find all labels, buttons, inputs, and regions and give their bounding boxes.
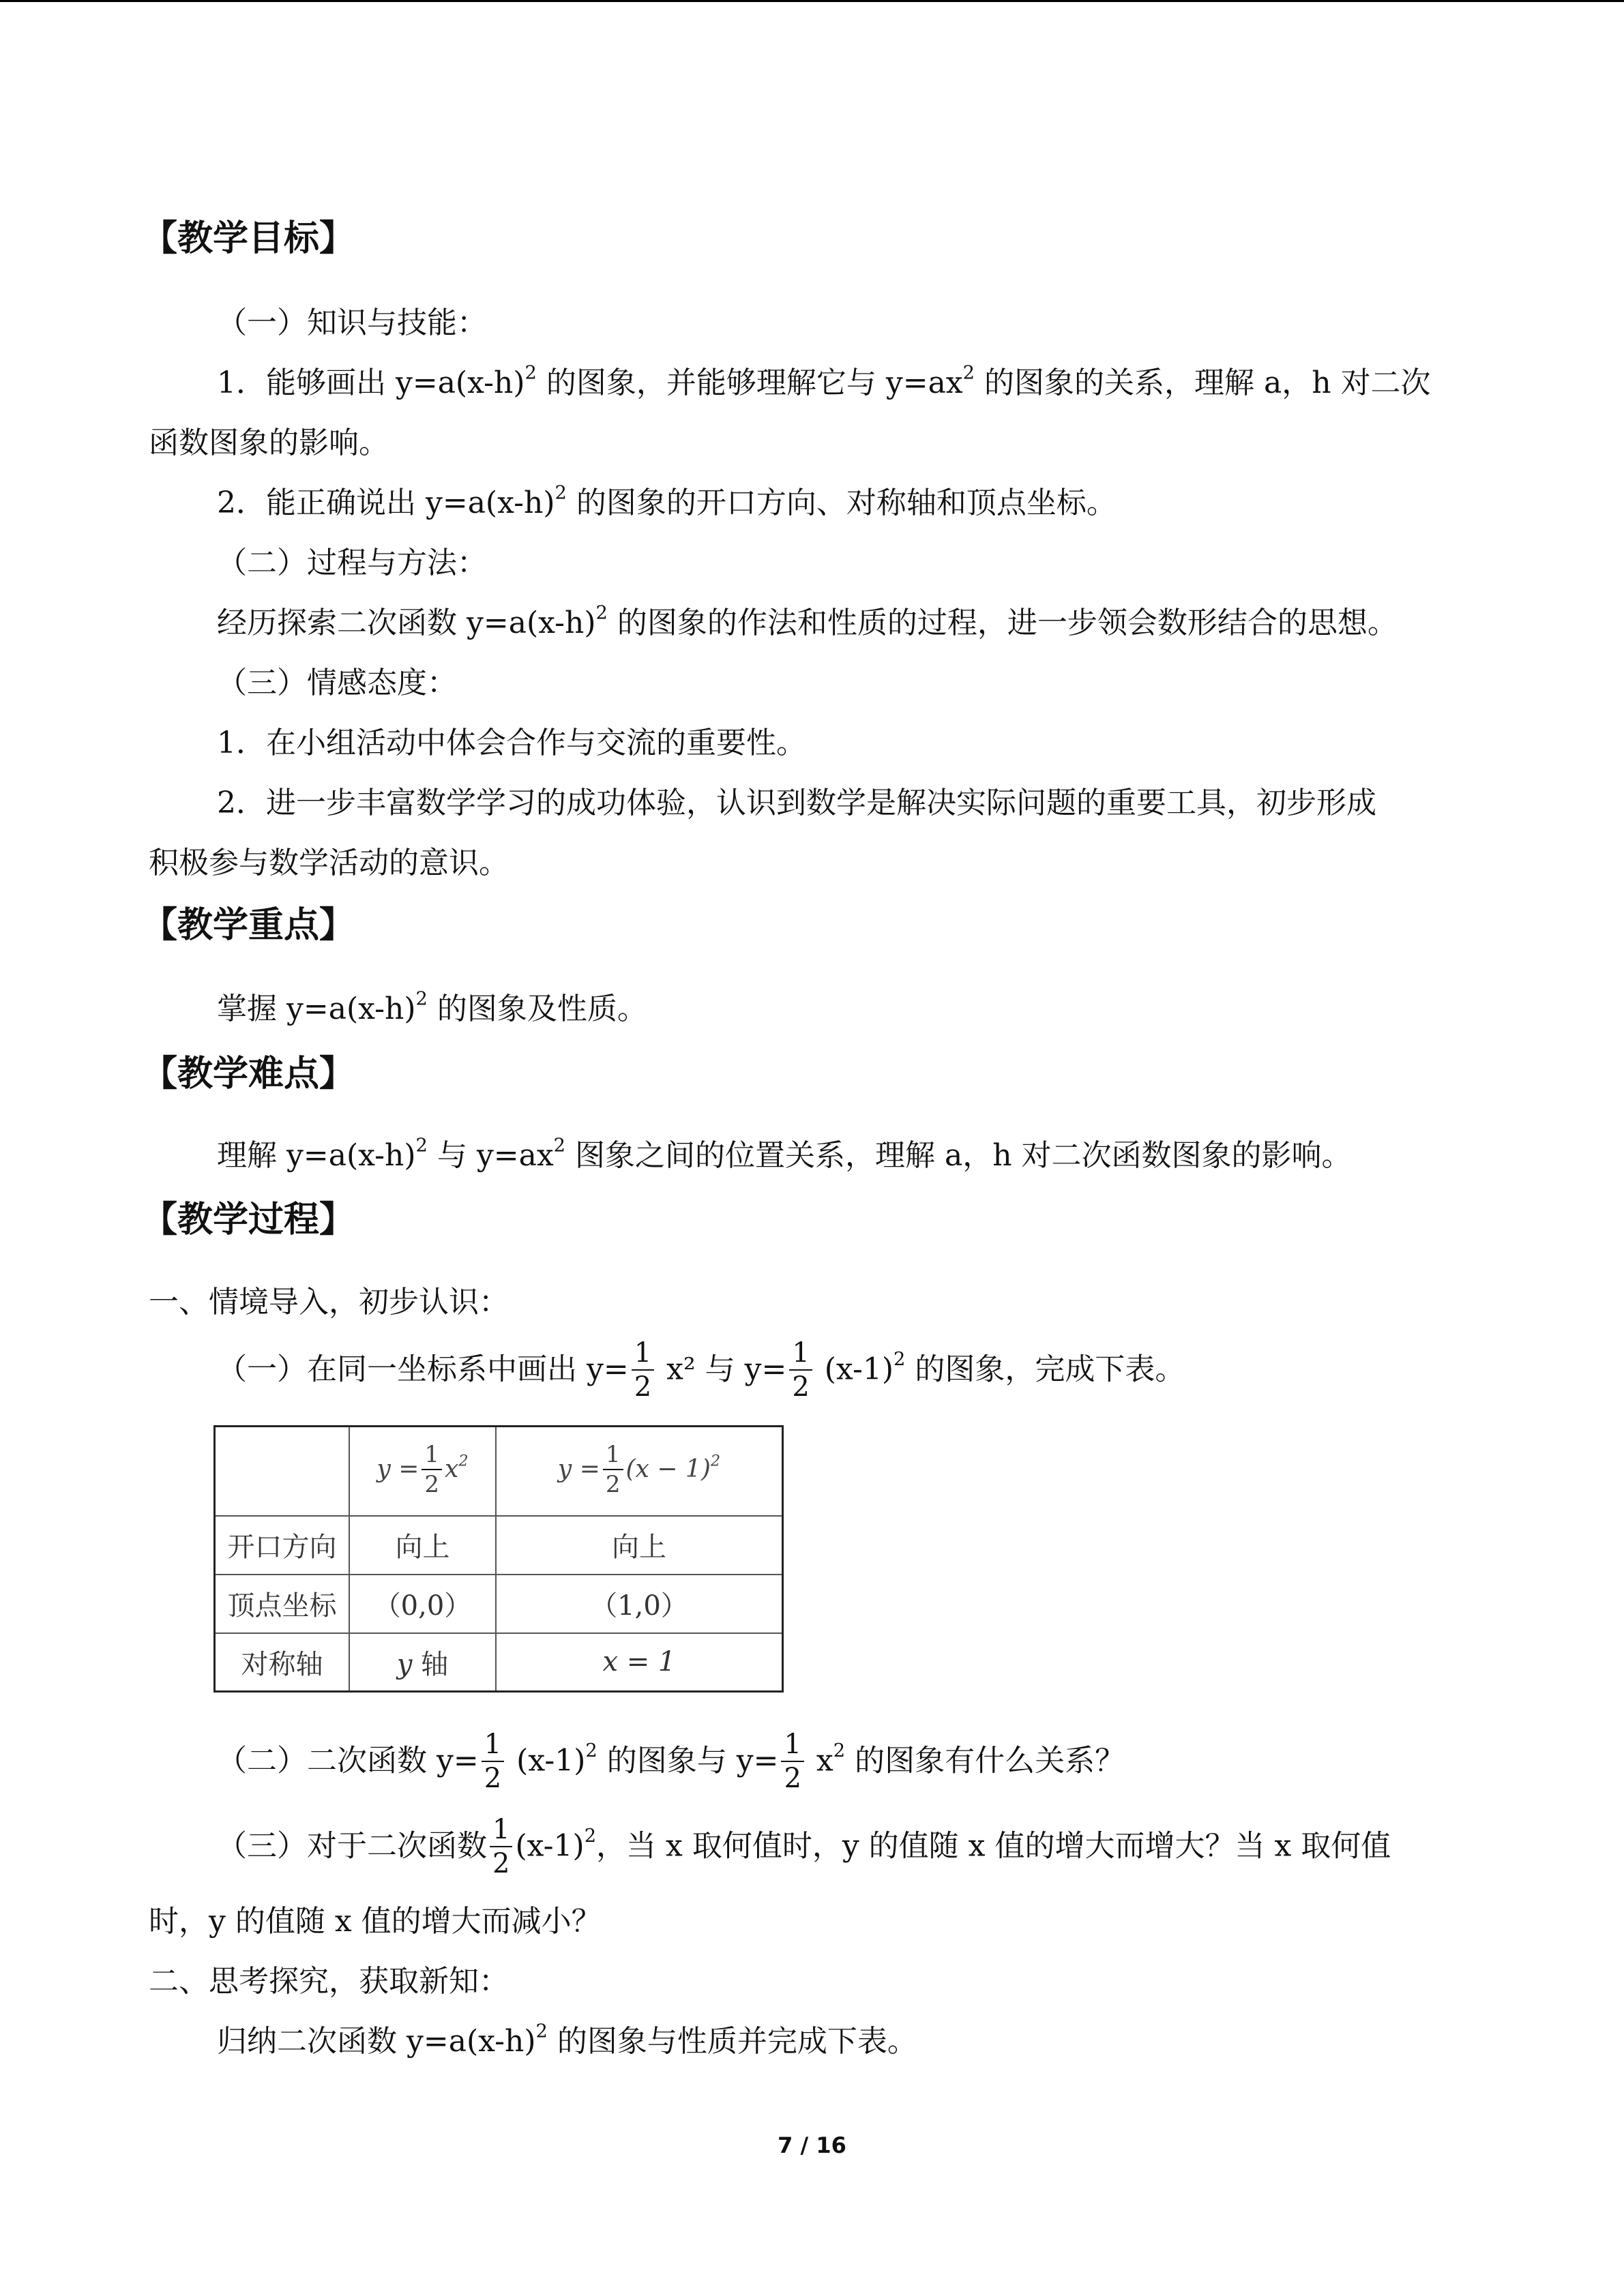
cell-value: 向上 (496, 1516, 783, 1575)
table-header-row (215, 1427, 783, 1516)
knowledge-title: （一）知识与技能： (217, 305, 487, 340)
fraction-half: $\frac{1}{2}$ (632, 1339, 654, 1401)
attitude-1: 1．在小组活动中体会合作与交流的重要性。 (217, 726, 806, 760)
table-corner-cell (215, 1427, 350, 1516)
row-label: 顶点坐标 (215, 1575, 350, 1633)
cell-value: （1,0） (496, 1575, 783, 1633)
attitude-2: 2．进一步丰富数学学习的成功体验，认识到数学是解决实际问题的重要工具，初步形成 (217, 786, 1376, 820)
difficulties-text: 理解 $y=a(x-h)^2$ 与 $y=ax^2$ 图象之间的位置关系，理解 a，h 对二次函数图象的影响。 (217, 1135, 1352, 1173)
table-row (215, 1516, 783, 1575)
fraction-half: $\frac{1}{2}$ (781, 1731, 803, 1792)
objective-k2: 2．能正确说出 $y=a(x-h)^2$ 的图象的开口方向、对称轴和顶点坐标。 (217, 482, 1117, 520)
table-row (215, 1633, 783, 1692)
cell-value: 向上 (349, 1516, 496, 1575)
heading-key-points: 【教学重点】 (142, 905, 355, 946)
table-header-y1: y = $\frac{1}{2}$ $x^2$ (349, 1427, 496, 1516)
heading-difficulties: 【教学难点】 (142, 1054, 355, 1094)
attitude-2-cont: 积极参与数学活动的意识。 (149, 846, 509, 880)
method-text: 经历探索二次函数 $y=a(x-h)^2$ 的图象的作法和性质的过程，进一步领会数形结合的思想。 (217, 602, 1398, 640)
part1-title: 一、情境导入，初步认识： (149, 1285, 509, 1320)
cell-value: （0,0） (349, 1575, 496, 1633)
fraction-half: $\frac{1}{2}$ (789, 1339, 812, 1401)
page-number: 7 / 16 (778, 2132, 846, 2158)
part2-text: 归纳二次函数 $y=a(x-h)^2$ 的图象与性质并完成下表。 (217, 2021, 917, 2059)
objective-k1: 1．能够画出 $y=a(x-h)^2$ 的图象，并能够理解它与 $y=ax^2$ 的图象的关系，理解 a，h 对二次 (217, 362, 1431, 400)
question-3: （三）对于二次函数 $\frac{1}{2}$ $(x-1)^2$，当 x 取何值时，y 的值随 x 值的增大而增大？当 x 取何值 (217, 1814, 1391, 1879)
fraction-half: $\frac{1}{2}$ (482, 1731, 504, 1792)
heading-objectives: 【教学目标】 (142, 218, 355, 259)
question-1: （一）在同一坐标系中画出 y= $\frac{1}{2}$ x² 与 y= $\frac{1}{2}$ $(x-1)^2$ 的图象，完成下表。 (217, 1337, 1185, 1403)
part2-title: 二、思考探究，获取新知： (149, 1964, 509, 1999)
row-label: 对称轴 (215, 1633, 350, 1692)
row-label: 开口方向 (215, 1516, 350, 1575)
question-3-cont: 时，y 的值随 x 值的增大而减小？ (149, 1904, 602, 1939)
cell-value: y 轴 (349, 1633, 496, 1692)
objective-k1-cont: 函数图象的影响。 (149, 426, 389, 460)
question-2: （二）二次函数 y= $\frac{1}{2}$ $(x-1)^2$ 的图象与 y= $\frac{1}{2}$ $x^2$ 的图象有什么关系？ (217, 1729, 1125, 1794)
table-row (215, 1575, 783, 1633)
cell-value: x = 1 (496, 1633, 783, 1692)
table-header-y2: y = $\frac{1}{2}$ $(x - 1)^2$ (496, 1427, 783, 1516)
key-points-text: 掌握 $y=a(x-h)^2$ 的图象及性质。 (217, 988, 647, 1026)
fraction-half: $\frac{1}{2}$ (490, 1816, 512, 1877)
attitude-title: （三）情感态度： (217, 666, 457, 700)
comparison-table (213, 1425, 784, 1693)
heading-process: 【教学过程】 (142, 1199, 355, 1240)
method-title: （二）过程与方法： (217, 546, 487, 580)
